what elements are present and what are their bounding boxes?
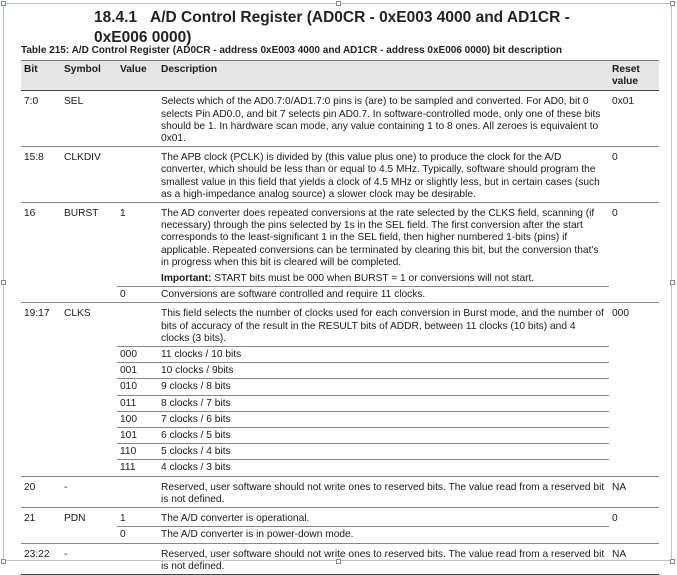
cell-description: 11 clocks / 10 bits bbox=[158, 347, 609, 363]
cell-symbol: SEL bbox=[61, 91, 117, 147]
table-row-clks-option bbox=[21, 411, 659, 427]
header-bit: Bit bbox=[21, 61, 61, 91]
resize-handle-middle-left[interactable] bbox=[1, 280, 6, 285]
section-heading bbox=[94, 8, 594, 48]
cell-symbol: PDN bbox=[61, 508, 117, 527]
cell-value bbox=[117, 91, 158, 147]
table-row-clks-option bbox=[21, 444, 659, 460]
cell-reset: 0 bbox=[609, 203, 659, 271]
cell-description: 9 clocks / 8 bits bbox=[158, 379, 609, 395]
table-row-burst-0 bbox=[21, 287, 659, 303]
cell-value: 101 bbox=[117, 428, 158, 444]
cell-description: 5 clocks / 4 bits bbox=[158, 444, 609, 460]
resize-handle-top-right[interactable] bbox=[670, 1, 675, 6]
cell-symbol: CLKS bbox=[61, 303, 117, 347]
cell-value: 0 bbox=[117, 527, 158, 543]
table-caption: Table 215: A/D Control Register (AD0CR - address 0xE003 4000 and AD1CR - address 0xE006 0000) bit description bbox=[21, 45, 562, 56]
cell-description: The A/D converter is operational. bbox=[158, 508, 609, 527]
cell-value bbox=[117, 476, 158, 507]
table-row-reserved-20 bbox=[21, 476, 659, 507]
cell-value: 001 bbox=[117, 363, 158, 379]
resize-handle-middle-right[interactable] bbox=[670, 280, 675, 285]
cell-reset: 0x01 bbox=[609, 91, 659, 147]
cell-description: Reserved, user software should not write ones to reserved bits. The value read from a reserved bit is not defined. bbox=[158, 543, 609, 574]
cell-symbol: - bbox=[61, 543, 117, 574]
cell-reset: 0 bbox=[609, 147, 659, 203]
cell-reset: NA bbox=[609, 543, 659, 574]
cell-description: This field selects the number of clocks used for each conversion in Burst mode, and the number of bits of accuracy of the result in the RESULT bits of ADDR, between 11 clocks (10 bits) and 4 clocks (3 bits). bbox=[158, 303, 609, 347]
table-row-reserved-23-22 bbox=[21, 543, 659, 574]
register-table bbox=[21, 60, 659, 575]
cell-bit: 21 bbox=[21, 508, 61, 527]
cell-reset: 0 bbox=[609, 508, 659, 527]
cell-value bbox=[117, 543, 158, 574]
cell-value: 110 bbox=[117, 444, 158, 460]
table-row-clkdiv bbox=[21, 147, 659, 203]
cell-description: 10 clocks / 9bits bbox=[158, 363, 609, 379]
table-row-clks bbox=[21, 303, 659, 347]
cell-value: 1 bbox=[117, 508, 158, 527]
cell-value: 000 bbox=[117, 347, 158, 363]
cell-value: 011 bbox=[117, 395, 158, 411]
table-row-clks-option bbox=[21, 428, 659, 444]
cell-bit: 16 bbox=[21, 203, 61, 271]
resize-handle-bottom-right[interactable] bbox=[670, 559, 675, 564]
cell-symbol: - bbox=[61, 476, 117, 507]
table-header-row bbox=[21, 61, 659, 91]
header-description: Description bbox=[158, 61, 609, 91]
table-row-clks-option bbox=[21, 395, 659, 411]
important-label: Important: bbox=[161, 273, 212, 285]
cell-symbol: BURST bbox=[61, 203, 117, 271]
cell-description: Selects which of the AD0.7:0/AD1.7:0 pins is (are) to be sampled and converted. For AD0, bit 0 selects Pin AD0.0, and bit 7 selects pin AD0.7. In software-controlled mode, only one of these bits should be 1. In hardware scan mode, any value containing 1 to 8 ones. All zeroes is equivalent to 0x01. bbox=[158, 91, 609, 147]
cell-reset: NA bbox=[609, 476, 659, 507]
header-symbol: Symbol bbox=[61, 61, 117, 91]
cell-description: The A/D converter is in power-down mode. bbox=[158, 527, 609, 543]
cell-symbol: CLKDIV bbox=[61, 147, 117, 203]
cell-value: 010 bbox=[117, 379, 158, 395]
table-row-pdn bbox=[21, 508, 659, 527]
table-row-clks-option bbox=[21, 460, 659, 476]
resize-handle-top-left[interactable] bbox=[1, 1, 6, 6]
cell-value bbox=[117, 303, 158, 347]
table-row-clks-option bbox=[21, 347, 659, 363]
cell-value: 100 bbox=[117, 411, 158, 427]
section-number: 18.4.1 bbox=[94, 9, 138, 26]
cell-bit: 23:22 bbox=[21, 543, 61, 574]
table-row-burst-important bbox=[21, 270, 659, 287]
cell-description: 6 clocks / 5 bits bbox=[158, 428, 609, 444]
cell-description: Reserved, user software should not write ones to reserved bits. The value read from a reserved bit is not defined. bbox=[158, 476, 609, 507]
cell-value bbox=[117, 147, 158, 203]
table-row-clks-option bbox=[21, 363, 659, 379]
important-text: START bits must be 000 when BURST = 1 or conversions will not start. bbox=[214, 273, 535, 285]
cell-bit: 15:8 bbox=[21, 147, 61, 203]
table-row-pdn-0 bbox=[21, 527, 659, 543]
cell-description: Conversions are software controlled and require 11 clocks. bbox=[158, 287, 609, 303]
cell-value: 1 bbox=[117, 203, 158, 271]
important-note bbox=[158, 270, 609, 287]
table-row-sel bbox=[21, 91, 659, 147]
cell-description: 4 clocks / 3 bits bbox=[158, 460, 609, 476]
table-row-burst bbox=[21, 203, 659, 271]
cell-description: The AD converter does repeated conversions at the rate selected by the CLKS field, scanning (if necessary) through the pins selected by 1s in the SEL field. The first conversion after the start corresponds to the least-significant 1 in the SEL field, then higher numbered 1-bits (pins) if applicable. Repeated conversions can be terminated by clearing this bit, but the conversion that's in progress when this bit is cleared will be completed. bbox=[158, 203, 609, 271]
table-row-clks-option bbox=[21, 379, 659, 395]
resize-handle-bottom-left[interactable] bbox=[1, 559, 6, 564]
cell-description: 8 clocks / 7 bits bbox=[158, 395, 609, 411]
cell-bit: 7:0 bbox=[21, 91, 61, 147]
cell-bit: 19:17 bbox=[21, 303, 61, 347]
section-title: A/D Control Register (AD0CR - 0xE003 4000 and AD1CR - 0xE006 0000) bbox=[94, 9, 570, 46]
cell-reset: 000 bbox=[609, 303, 659, 347]
cell-value: 0 bbox=[117, 287, 158, 303]
resize-handle-top-center[interactable] bbox=[336, 1, 341, 6]
cell-description: 7 clocks / 6 bits bbox=[158, 411, 609, 427]
header-value: Value bbox=[117, 61, 158, 91]
cell-value: 111 bbox=[117, 460, 158, 476]
cell-bit: 20 bbox=[21, 476, 61, 507]
cell-description: The APB clock (PCLK) is divided by (this value plus one) to produce the clock for the A/D converter, which should be less than or equal to 4.5 MHz. Typically, software should program the smallest value in this field that yields a clock of 4.5 MHz or slightly less, but in certain cases (such as a high-impedance analog source) a slower clock may be desirable. bbox=[158, 147, 609, 203]
header-reset-value: Reset value bbox=[609, 61, 659, 91]
